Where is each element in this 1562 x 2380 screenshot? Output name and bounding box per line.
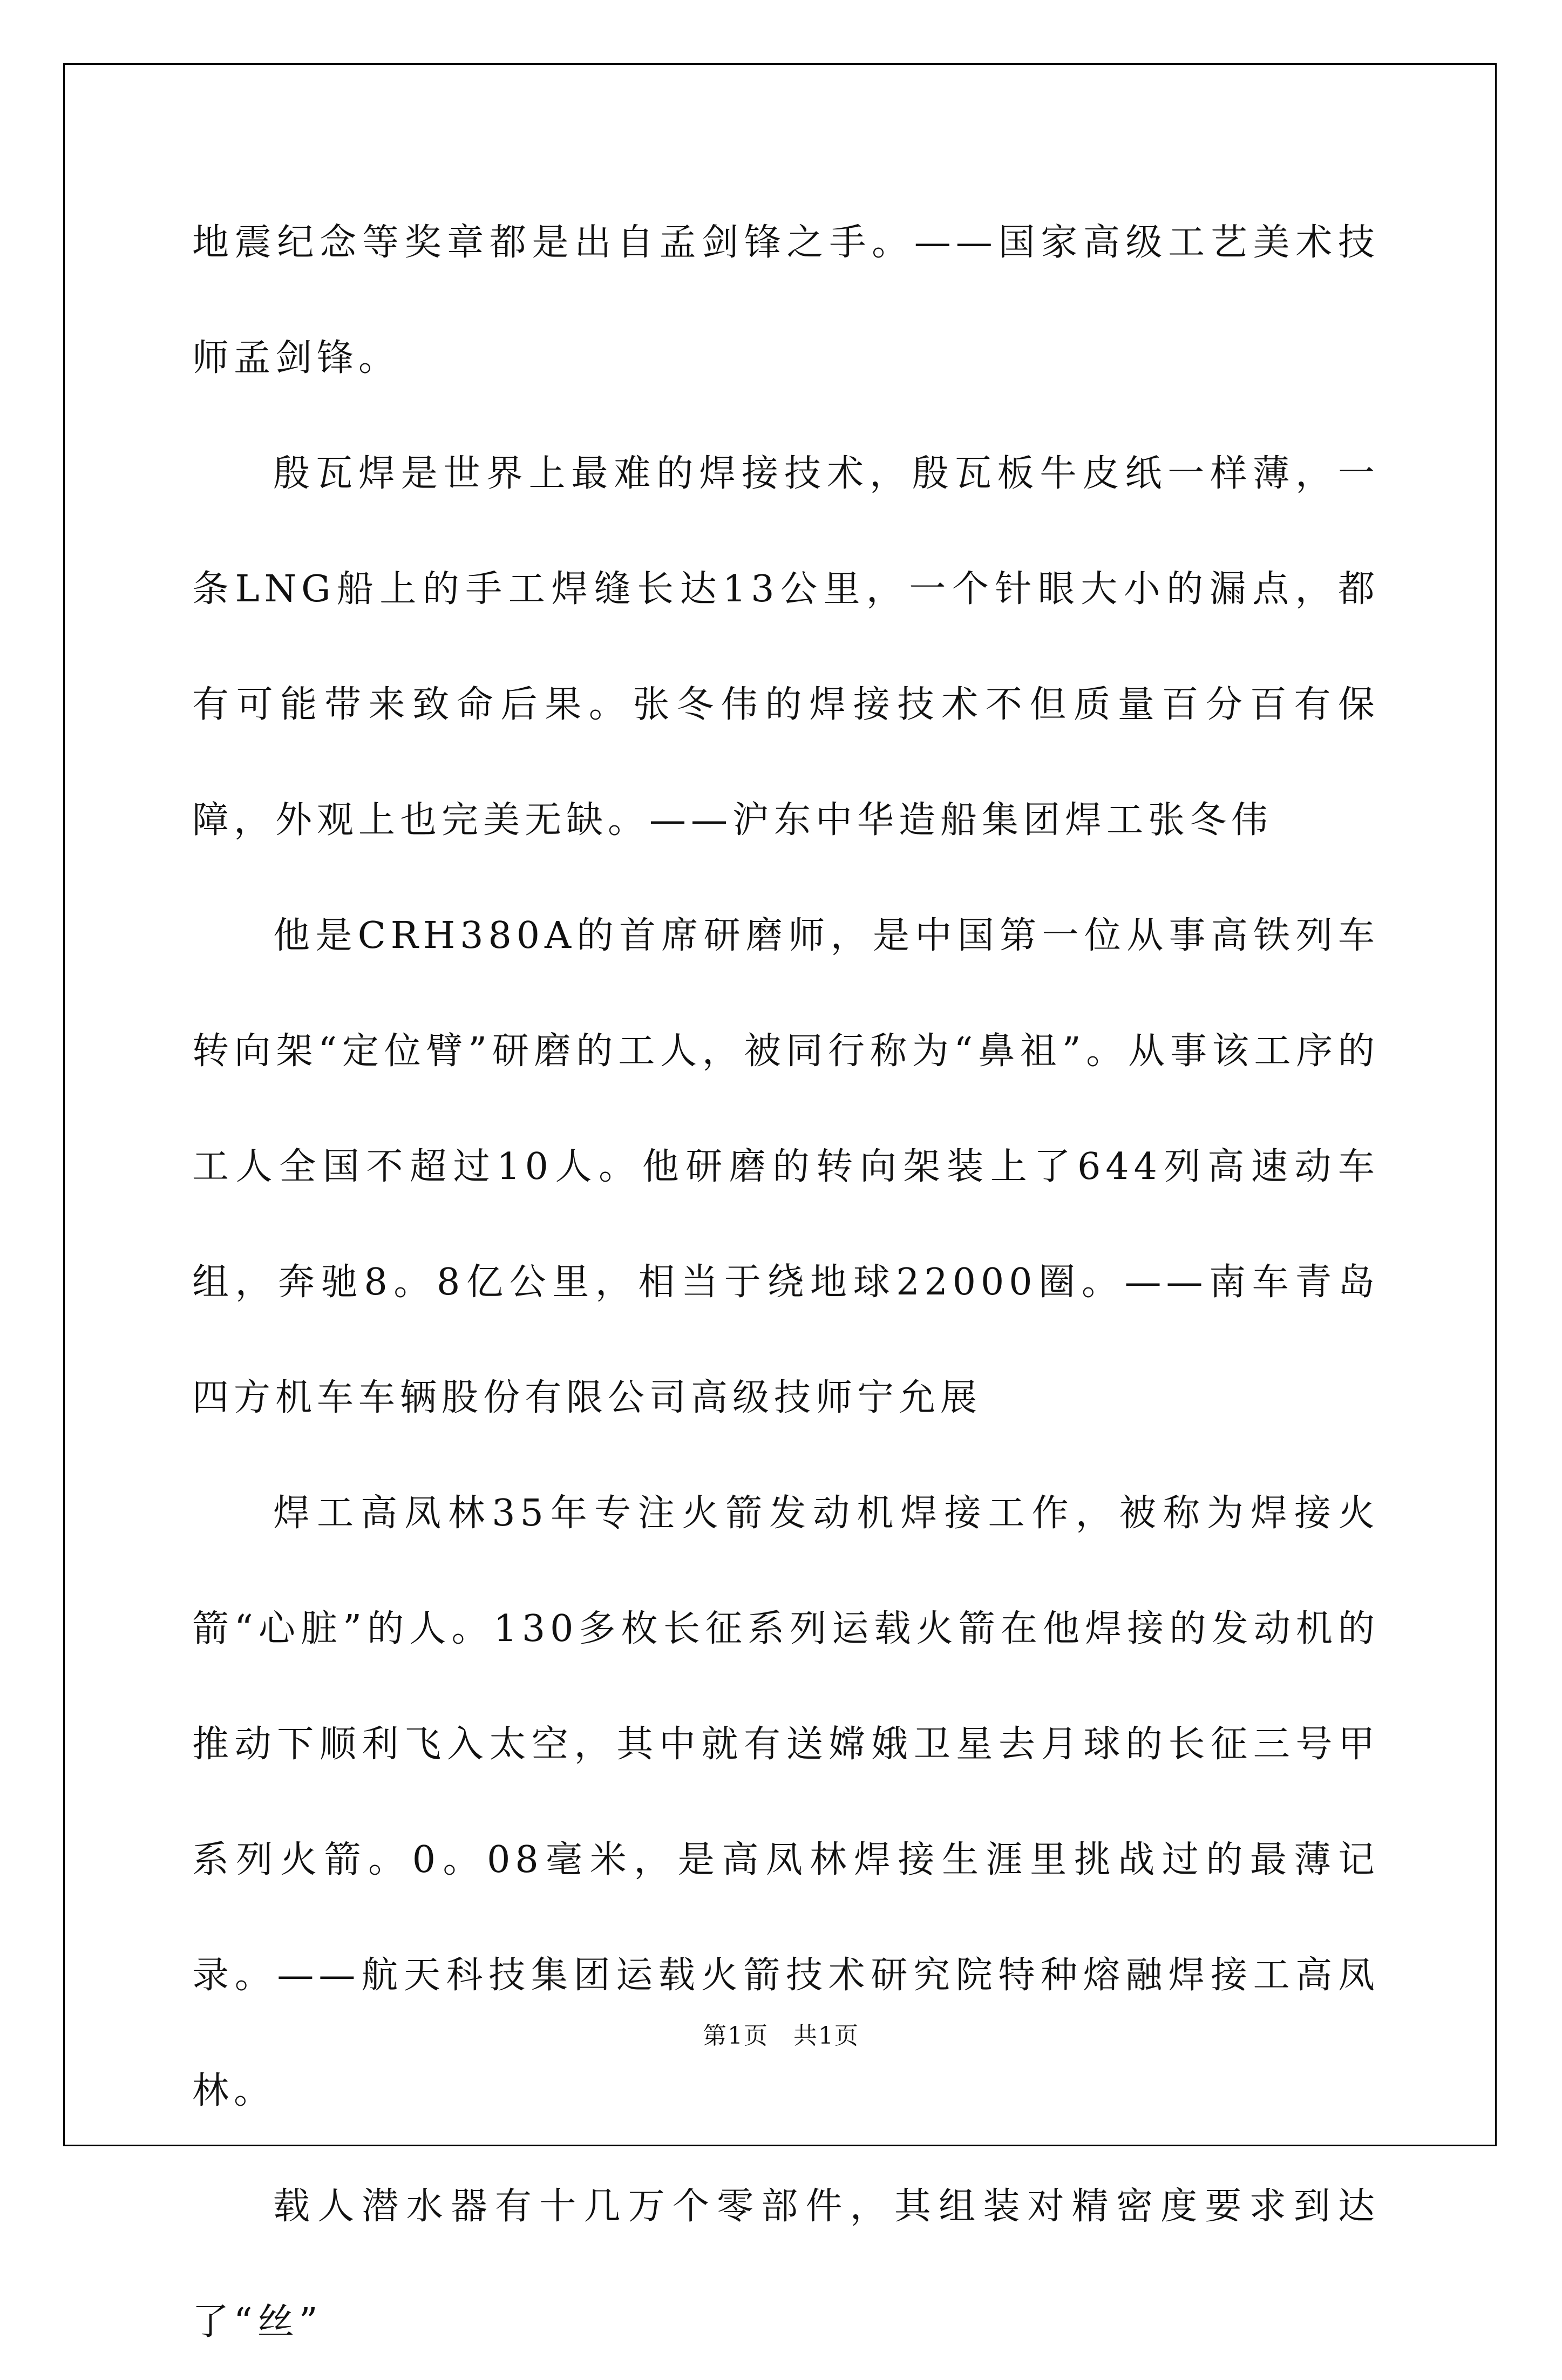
document-body — [192, 185, 1380, 2380]
paragraph-5: 载人潜水器有十几万个零部件，其组装对精密度要求到达了“丝” — [192, 2185, 1380, 2343]
paragraph-3: 他是CRH380A的首席研磨师，是中国第一位从事高铁列车转向架“定位臂”研磨的工人，被同行称为“鼻祖”。从事该工序的工人全国不超过10人。他研磨的转向架装上了644列高速动车组，奔驰8。8亿公里，相当于绕地球22000圈。——南车青岛四方机车车辆股份有限公司高级技师宁允展 — [192, 914, 1380, 1419]
paragraph-4: 焊工高凤林35年专注火箭发动机焊接工作，被称为焊接火箭“心脏”的人。130多枚长征系列运载火箭在他焊接的发动机的推动下顺利飞入太空，其中就有送嫦娥卫星去月球的长征三号甲系列火箭。0。08毫米，是高凤林焊接生涯里挑战过的最薄记录。——航天科技集团运载火箭技术研究院特种熔融焊接工高凤林。 — [192, 1492, 1380, 2112]
page-number-footer: 第1页 共1页 — [703, 2022, 859, 2050]
paragraph-2: 殷瓦焊是世界上最难的焊接技术，殷瓦板牛皮纸一样薄，一条LNG船上的手工焊缝长达13公里，一个针眼大小的漏点，都有可能带来致命后果。张冬伟的焊接技术不但质量百分百有保障，外观上也完美无缺。——沪东中华造船集团焊工张冬伟 — [192, 452, 1380, 842]
paragraph-1: 地震纪念等奖章都是出自孟剑锋之手。——国家高级工艺美术技师孟剑锋。 — [192, 221, 1380, 379]
